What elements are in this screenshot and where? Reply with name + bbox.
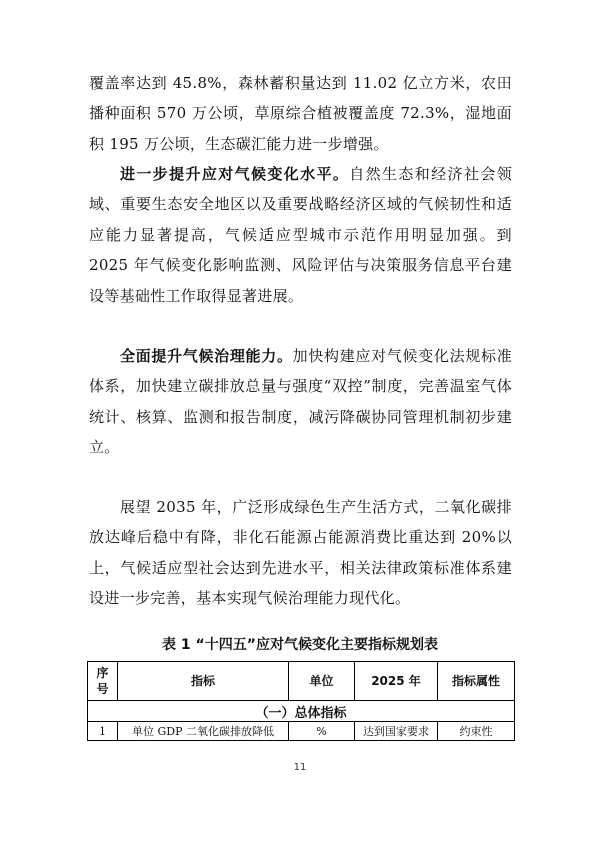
section-title: （一）总体指标	[88, 701, 515, 722]
table-section-row	[88, 701, 515, 722]
paragraph-3-lead: 全面提升气候治理能力。	[120, 347, 293, 365]
row-year: 达到国家要求	[355, 722, 438, 741]
page-number: 11	[293, 762, 307, 773]
paragraph-1-text: 覆盖率达到 45.8%，森林蓄积量达到 11.02 亿立方米，农田播种面积 570 万公顷，草原综合植被覆盖度 72.3%，湿地面积 195 万公顷，生态碳汇能力进一步增强。	[89, 74, 512, 153]
row-no: 1	[88, 722, 118, 741]
paragraph-4	[89, 492, 512, 614]
header-indicator: 指标	[118, 662, 289, 701]
paragraph-1	[89, 68, 512, 159]
paragraph-2-text: 自然生态和经济社会领域、重要生态安全地区以及重要战略经济区域的气候韧性和适应能力显著提高，气候适应型城市示范作用明显加强。到 2025 年气候变化影响监测、风险评估与决策服务信息平台建设等基础性工作取得显著进展。	[89, 165, 512, 305]
table-title: 表 1 “十四五”应对气候变化主要指标规划表	[162, 637, 438, 653]
row-indicator: 单位 GDP 二氧化碳排放降低	[118, 722, 289, 741]
table-row	[88, 722, 515, 741]
table-header-row	[88, 662, 515, 701]
paragraph-3-text: 加快构建应对气候变化法规标准体系，加快建立碳排放总量与强度“双控”制度，完善温室气体统计、核算、监测和报告制度，减污降碳协同管理机制初步建立。	[89, 347, 512, 457]
row-unit: %	[289, 722, 355, 741]
header-no: 序号	[88, 662, 118, 701]
header-attribute: 指标属性	[438, 662, 515, 701]
paragraph-2	[89, 159, 512, 311]
row-attribute: 约束性	[438, 722, 515, 741]
header-unit: 单位	[289, 662, 355, 701]
paragraph-2-lead: 进一步提升应对气候变化水平。	[120, 165, 350, 183]
indicator-table	[87, 661, 515, 741]
paragraph-3	[89, 341, 512, 463]
paragraph-4-text: 展望 2035 年，广泛形成绿色生产生活方式，二氧化碳排放达峰后稳中有降，非化石能源占能源消费比重达到 20%以上，气候适应型社会达到先进水平，相关法律政策标准体系建设进一步完善，基本实现气候治理能力现代化。	[89, 498, 512, 608]
header-year: 2025 年	[355, 662, 438, 701]
